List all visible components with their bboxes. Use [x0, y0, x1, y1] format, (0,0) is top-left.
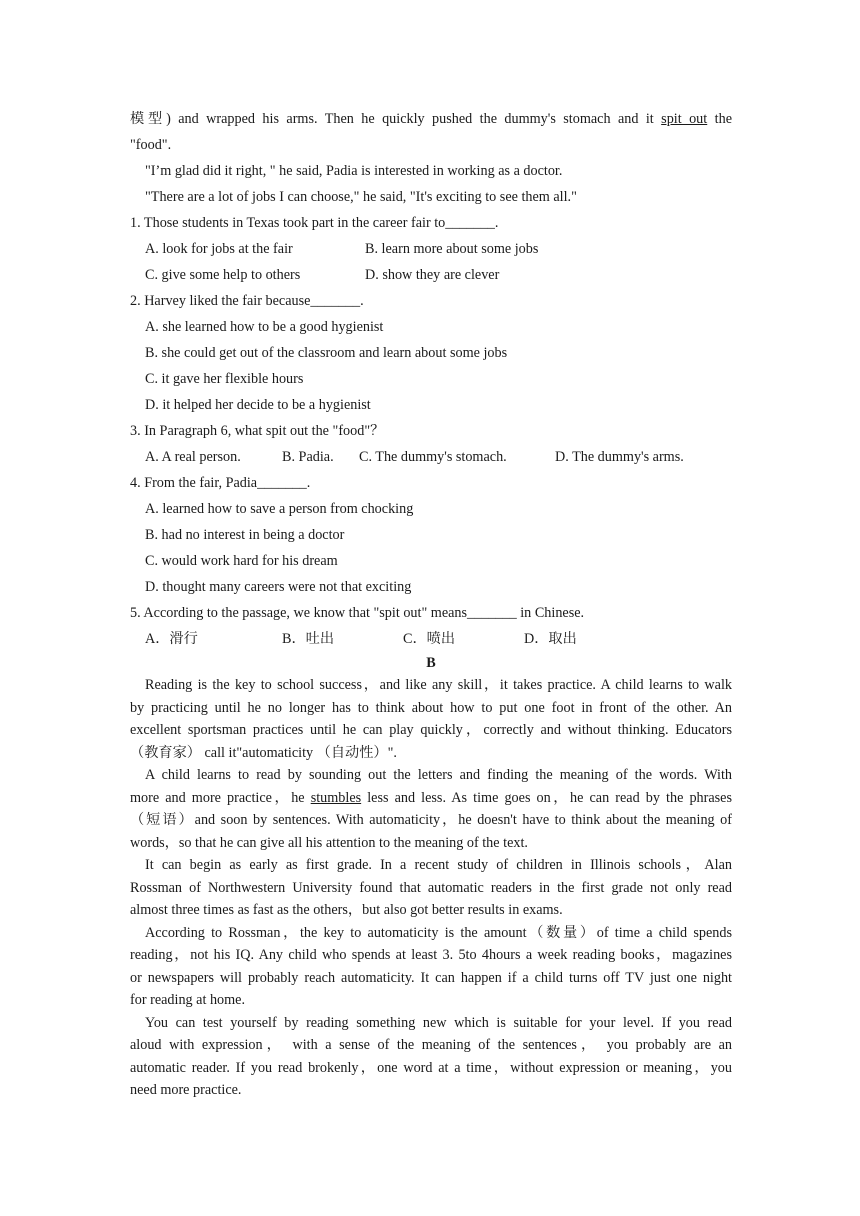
- paragraph-line: You can test yourself by reading something new which is suitable for your level. If you read: [145, 1014, 732, 1031]
- question-stem: 1. Those students in Texas took part in the career fair to_______.: [130, 215, 499, 231]
- option: A. learned how to save a person from chocking: [145, 501, 414, 517]
- paragraph-line: by practicing until he no longer has to think about how to put one foot in front of the other. An: [130, 699, 732, 716]
- paragraph-line: Reading is the key to school success，and like any skill，it takes practice. A child learns to walk: [145, 677, 732, 693]
- option: B. had no interest in being a doctor: [145, 527, 345, 543]
- option: A．滑行: [145, 631, 198, 647]
- option: C. would work hard for his dream: [145, 553, 338, 569]
- paragraph-line: for reading at home.: [130, 992, 246, 1008]
- text: the: [707, 111, 732, 127]
- option: D. show they are clever: [365, 267, 500, 283]
- question-stem: 3. In Paragraph 6, what spit out the "food"？: [130, 423, 385, 439]
- underlined-phrase: spit out: [661, 111, 708, 127]
- option: C. The dummy's stomach.: [359, 449, 507, 465]
- paragraph-line: excellent sportsman practices until he can play quickly，correctly and without thinking. Educators: [130, 722, 732, 738]
- option: A. look for jobs at the fair: [145, 241, 293, 257]
- option: A. A real person.: [145, 449, 241, 465]
- option: B. learn more about some jobs: [365, 241, 539, 257]
- passage-line: "food".: [130, 137, 172, 153]
- text: more and more practice，he: [130, 789, 311, 806]
- option: D. thought many careers were not that exciting: [145, 579, 412, 595]
- question-stem: 4. From the fair, Padia_______.: [130, 475, 311, 491]
- option: C. give some help to others: [145, 267, 301, 283]
- paragraph-line: need more practice.: [130, 1082, 242, 1098]
- paragraph-line: It can begin as early as first grade. In a recent study of children in Illinois schools，Alan: [145, 857, 732, 873]
- paragraph-line: A child learns to read by sounding out the letters and finding the meaning of the words. With: [145, 767, 732, 783]
- section-heading: B: [426, 655, 436, 671]
- paragraph-line: According to Rossman，the key to automaticity is the amount（数量）of time a child spends: [145, 924, 732, 941]
- option: A. she learned how to be a good hygienist: [145, 319, 384, 335]
- passage-line: "There are a lot of jobs I can choose," he said, "It's exciting to see them all.": [145, 189, 577, 205]
- paragraph-line: （短语）and soon by sentences. With automaticity，he doesn't have to think about the meaning of: [130, 812, 732, 828]
- paragraph-line: aloud with expression， with a sense of the meaning of the sentences， you probably are an: [130, 1037, 732, 1053]
- text: 模型) and wrapped his arms. Then he quickly pushed the dummy's stomach and it: [130, 111, 662, 127]
- option: C．喷出: [403, 631, 456, 647]
- paragraph-line: Rossman of Northwestern University found that automatic readers in the first grade not only read: [130, 879, 732, 896]
- question-stem: 2. Harvey liked the fair because_______.: [130, 293, 364, 309]
- underlined-word: stumbles: [310, 789, 362, 806]
- paragraph-line: [130, 787, 732, 810]
- paragraph-line: automatic reader. If you read brokenly，one word at a time，without expression or meaning，you: [130, 1059, 732, 1076]
- passage-line: "I’m glad did it right, " he said, Padia is interested in working as a doctor.: [145, 163, 563, 179]
- options-row: [130, 236, 732, 262]
- question-stem: 5. According to the passage, we know that "spit out" means_______ in Chinese.: [130, 605, 585, 621]
- option: B. she could get out of the classroom and learn about some jobs: [145, 345, 508, 361]
- paragraph-line: （教育家） call it"automaticity （自动性）".: [130, 744, 397, 761]
- document-page: [130, 106, 732, 1102]
- paragraph-line: reading，not his IQ. Any child who spends at least 3. 5to 4hours a week reading books，magazines: [130, 947, 732, 963]
- text: less and less. As time goes on，he can read by the phrases: [361, 789, 732, 806]
- options-row: [130, 444, 732, 470]
- options-row: [130, 262, 732, 288]
- option: D. it helped her decide to be a hygienist: [145, 397, 371, 413]
- option: D．取出: [524, 631, 577, 647]
- option: D. The dummy's arms.: [555, 449, 684, 465]
- option: B．吐出: [282, 631, 335, 647]
- paragraph-line: or newspapers will probably reach automaticity. It can happen if a child turns off TV just one night: [130, 969, 732, 986]
- passage-line: [130, 106, 732, 132]
- option: B. Padia.: [282, 449, 334, 465]
- options-row: [130, 626, 732, 652]
- paragraph-line: almost three times as fast as the others，but also got better results in exams.: [130, 902, 563, 918]
- paragraph-line: words，so that he can give all his attention to the meaning of the text.: [130, 834, 528, 851]
- option: C. it gave her flexible hours: [145, 371, 304, 387]
